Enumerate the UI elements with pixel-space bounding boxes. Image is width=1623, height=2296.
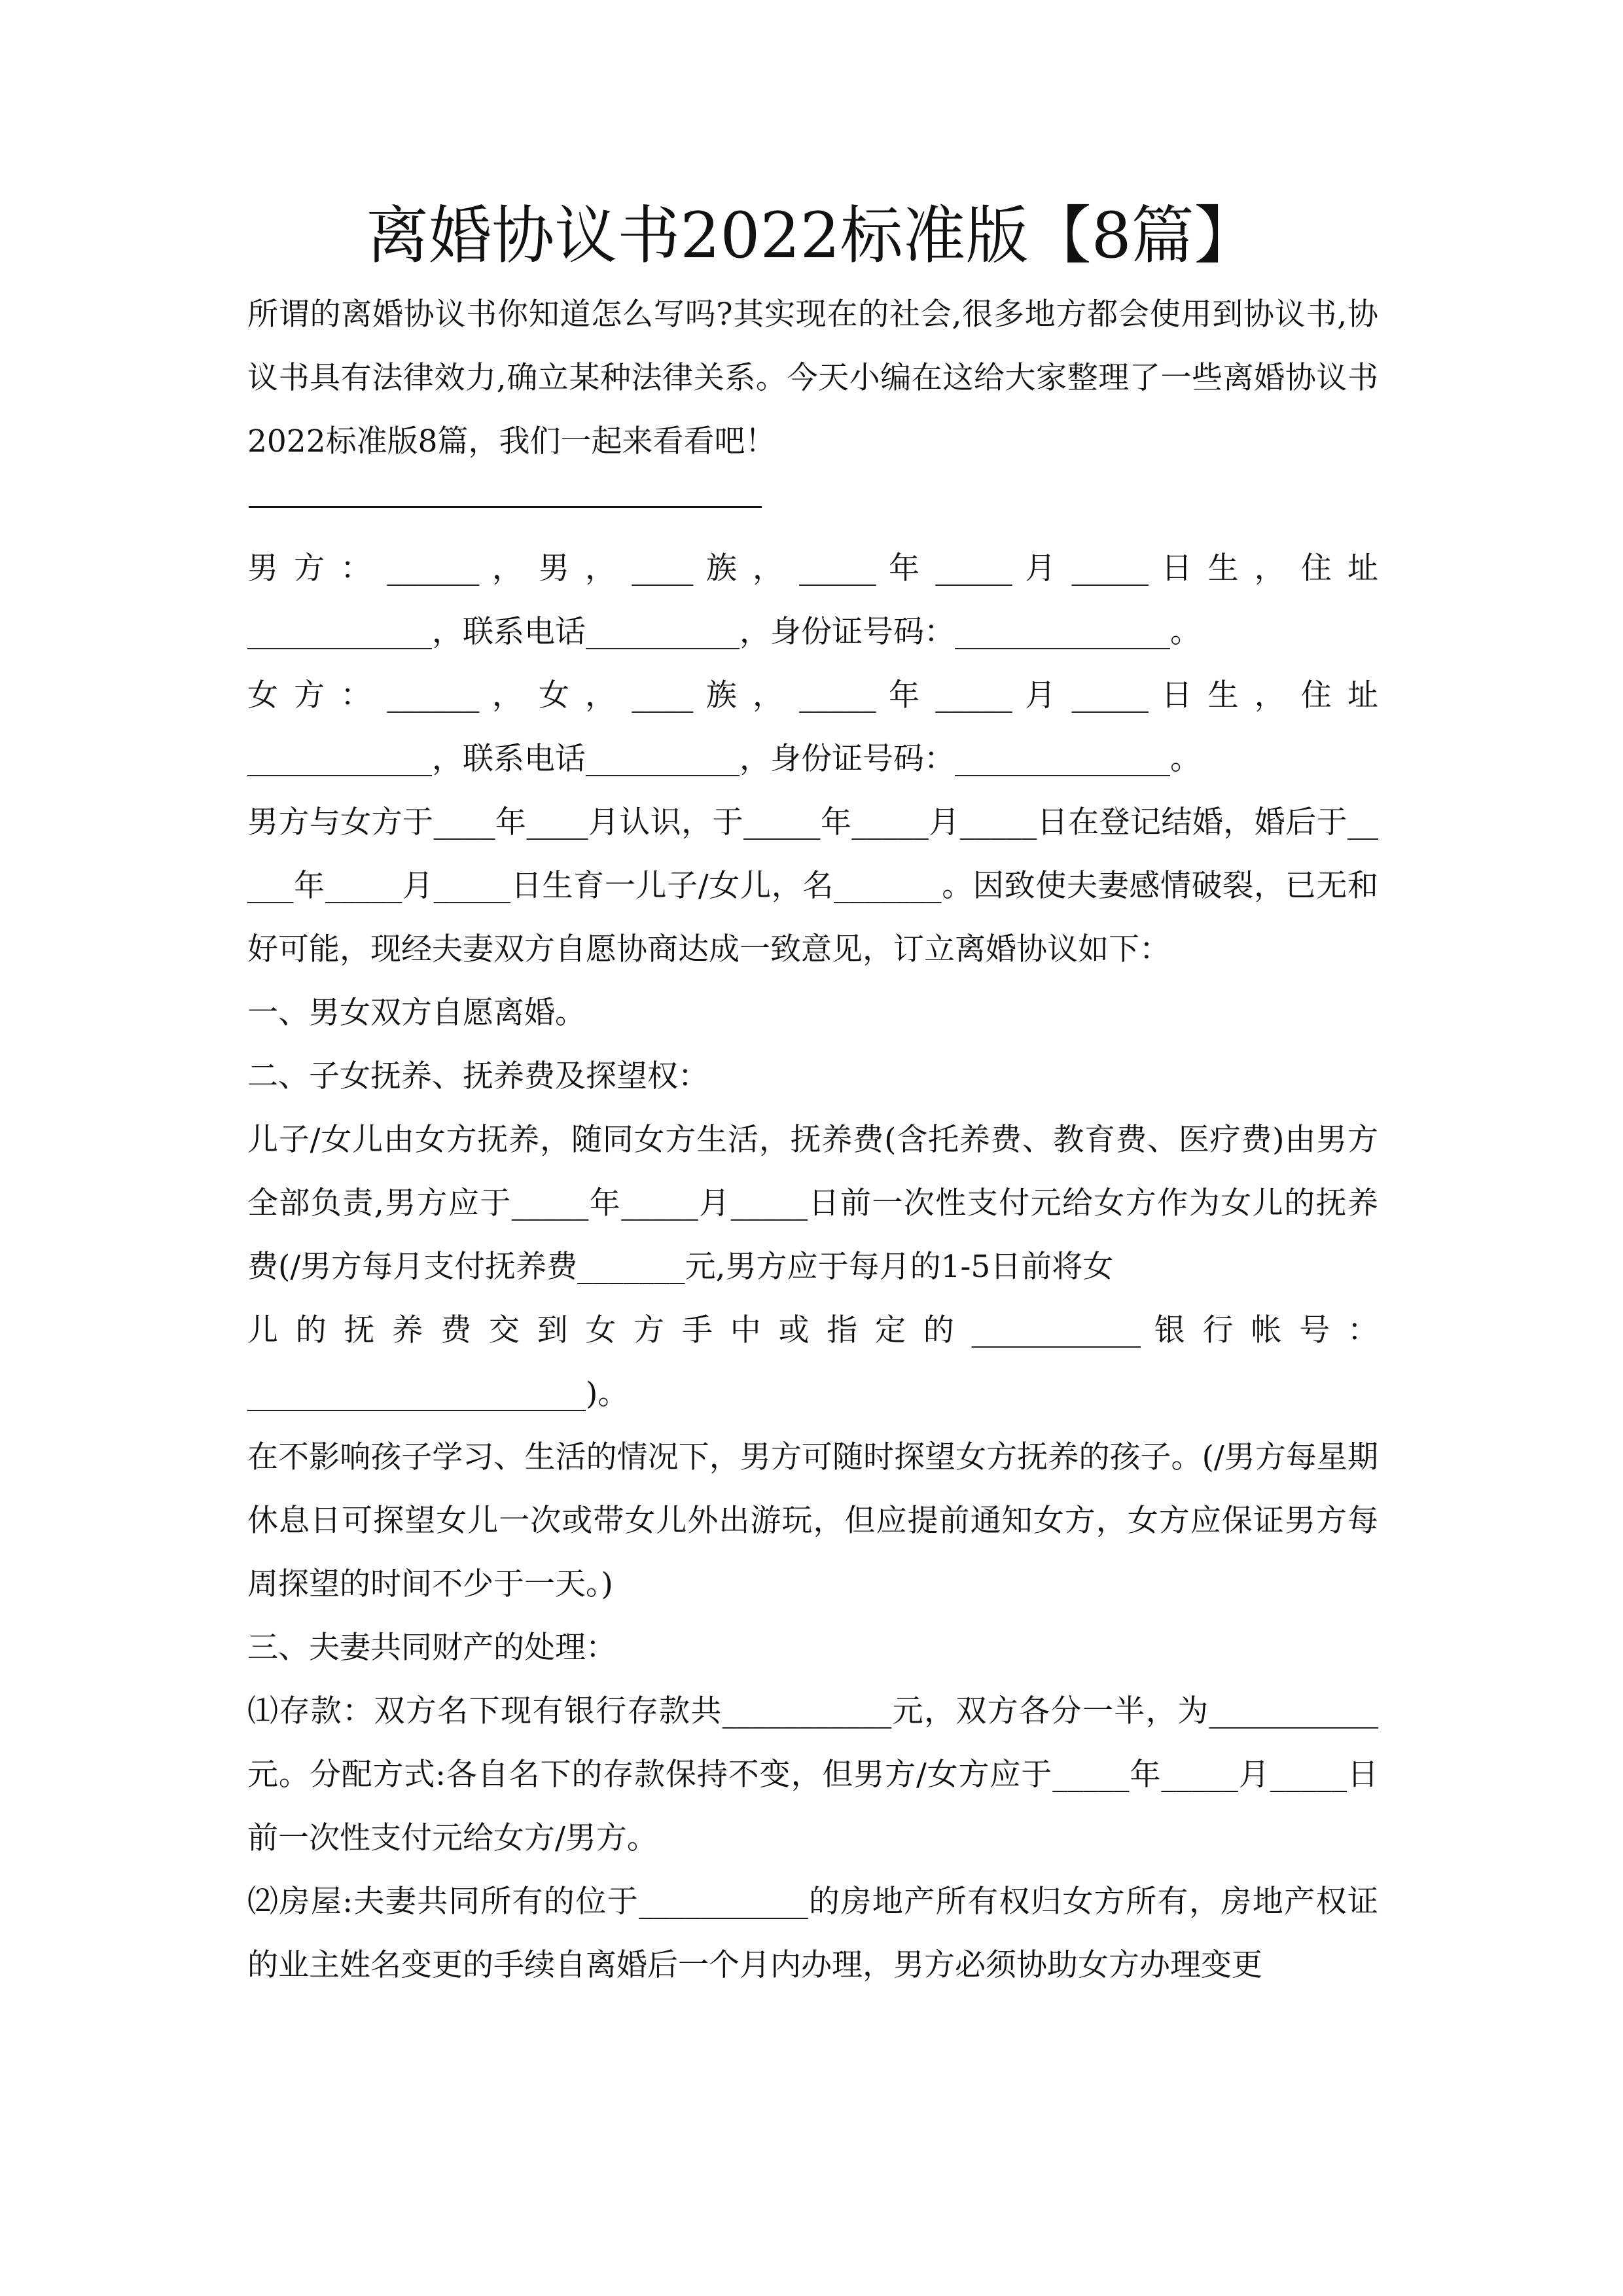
clause-2-bank-line: 儿 的 抚 养 费 交 到 女 方 手 中 或 指 定 的 ___________ 银 行 帐 号 ：: [247, 1312, 1378, 1348]
clause-1: 一、男女双方自愿离婚。: [247, 995, 586, 1031]
man-info-line-1: 男 方 ： ______ ， 男 ， ____ 族 ， _____ 年 _____ 月 _____ 日 生 ， 住 址: [247, 550, 1378, 586]
document-body: [247, 283, 1378, 1997]
marriage-paragraph: 男方与女方于____年____月认识，于_____年_____月_____日在登记结婚，婚后于_____年_____月_____日生育一儿子/女儿，名_______。因致使夫妻感情破裂，已无和好可能，现经夫妻双方自愿协商达成一致意见，订立离婚协议如下：: [247, 804, 1378, 967]
visitation-paragraph: 在不影响孩子学习、生活的情况下，男方可随时探望女方抚养的孩子。(/男方每星期休息日可探望女儿一次或带女儿外出游玩，但应提前通知女方，女方应保证男方每周探望的时间不少于一天。): [247, 1439, 1378, 1602]
document-title: 离婚协议书2022标准版【8篇】: [366, 199, 1257, 272]
section-divider: ————————————————————: [247, 487, 758, 523]
deposit-paragraph: ⑴存款：双方名下现有银行存款共___________元，双方各分一半，为___________元。分配方式:各自名下的存款保持不变，但男方/女方应于_____年_____月_____日前一次性支付元给女方/男方。: [247, 1693, 1378, 1856]
man-info-line-2: ____________，联系电话__________，身份证号码：______________。: [247, 614, 1201, 650]
woman-info-line-2: ____________，联系电话__________，身份证号码：______________。: [247, 741, 1201, 777]
woman-info-line-1: 女 方 ： ______ ， 女 ， ____ 族 ， _____ 年 _____ 月 _____ 日 生 ， 住 址: [247, 677, 1378, 713]
clause-2-body: 儿子/女儿由女方抚养，随同女方生活，抚养费(含托养费、教育费、医疗费)由男方全部负责,男方应于_____年_____月_____日前一次性支付元给女方作为女儿的抚养费(/男方每月支付抚养费_______元,男方应于每月的1-5日前将女: [247, 1122, 1378, 1285]
house-paragraph: ⑵房屋:夫妻共同所有的位于___________的房地产所有权归女方所有，房地产权证的业主姓名变更的手续自离婚后一个月内办理，男方必须协助女方办理变更: [247, 1884, 1378, 1983]
clause-2-heading: 二、子女抚养、抚养费及探望权：: [247, 1058, 709, 1094]
clause-2-account-line: ______________________)。: [247, 1376, 629, 1412]
clause-3-heading: 三、夫妻共同财产的处理：: [247, 1630, 616, 1666]
intro-paragraph: 所谓的离婚协议书你知道怎么写吗?其实现在的社会,很多地方都会使用到协议书,协议书具有法律效力,确立某种法律关系。今天小编在这给大家整理了一些离婚协议书2022标准版8篇，我们一起来看看吧！: [247, 296, 1378, 459]
